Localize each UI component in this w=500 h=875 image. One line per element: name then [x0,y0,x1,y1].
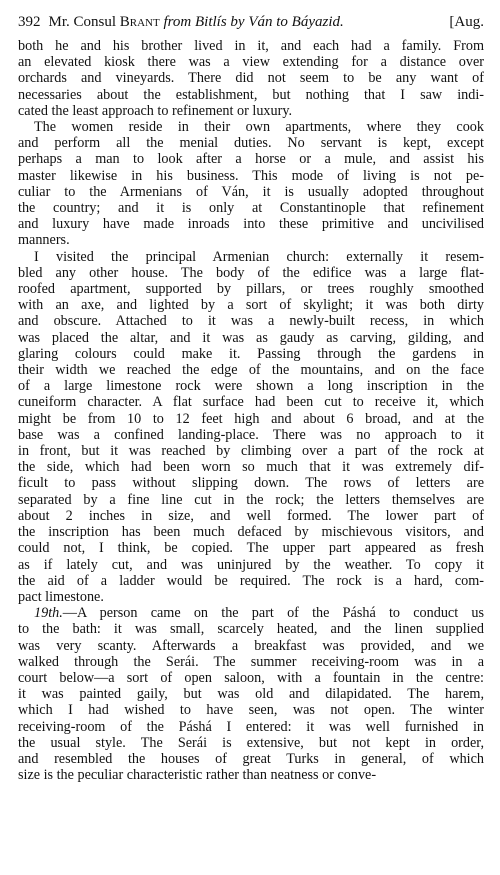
line-text: walked through the Serái. The summer receiving-room was in a [18,653,484,670]
line-text: and luxury have made inroads into these primitive and uncivilised [18,216,484,233]
line-text: base was a confined landing-place. There was no approach to it [18,426,484,443]
line-text: manners. [18,232,70,249]
text-line [18,249,484,265]
line-text: and resembled the houses of great Turks in general, of which [18,750,484,767]
line-text: cuneiform character. A flat surface had been cut to receive it, which [18,394,484,411]
line-text: size is the peculiar characteristic rather than neatness or conve- [18,767,377,784]
text-line [18,589,484,605]
text-line [18,540,484,556]
text-line [18,330,484,346]
text-line [18,184,484,200]
text-line [18,346,484,362]
line-text: the inscription has been much defaced by mischievous visitors, and [18,524,484,541]
line-text: I visited the principal Armenian church: externally it resem- [34,248,484,265]
text-line [18,119,484,135]
line-text: their width we reached the edge of the mountains, and on the face [18,362,484,379]
text-line [18,735,484,751]
line-text: pact limestone. [18,588,104,605]
text-line [18,573,484,589]
paragraph [18,249,484,605]
line-text: court below—a sort of open saloon, with a fountain in the centre: [18,669,484,686]
line-text: to the bath: it was small, scarcely heated, and the linen supplied [18,621,484,638]
line-text: receiving-room of the Páshá I entered: it was well furnished in [18,718,484,735]
line-text: perhaps a man to look after a horse or a mule, and assist his [18,151,484,168]
line-text: orchards and vineyards. There did not seem to be any want of [18,70,484,87]
text-line [18,751,484,767]
text-line [18,394,484,410]
line-text: the aid of a ladder would be required. The rock is a hard, com- [18,572,484,589]
text-line [18,265,484,281]
line-text: with an axe, and lighted by a sort of skylight; it was both dirty [18,297,484,314]
running-title [49,12,446,32]
text-line [18,605,484,621]
line-text: and obscure. Attached to it was a newly-built recess, in which [18,313,484,330]
line-text: master likewise in his business. This mode of living is not pe- [18,167,484,184]
text-line [18,38,484,54]
author-name: Brant [119,14,160,30]
text-line [18,638,484,654]
text-line [18,443,484,459]
text-line [18,378,484,394]
paragraph [18,605,484,783]
running-month: [Aug. [449,14,484,30]
text-line [18,524,484,540]
text-line [18,87,484,103]
line-text: culiar to the Armenians of Ván, it is usually adopted throughout [18,183,484,200]
text-line [18,654,484,670]
line-text: might be from 10 to 12 feet high and about 6 broad, and at the [18,410,484,427]
line-text: and perform all the menial duties. No servant is kept, except [18,135,484,152]
text-line [18,508,484,524]
line-text: the usual style. The Serái is extensive, but not kept in order, [18,734,484,751]
text-line [18,313,484,329]
text-line [18,459,484,475]
line-text: could not, I think, be copied. The upper part appeared as fresh [18,540,484,557]
text-line [18,103,484,119]
text-line [18,135,484,151]
paragraph [18,38,484,119]
line-text: of a large limestone rock were shown a long inscription in the [18,378,484,395]
line-text: necessaries about the establishment, but nothing that I saw indi- [18,86,484,103]
text-line [18,216,484,232]
page-number: 392 [18,14,41,30]
line-text: was placed the altar, and it was as gaudy as carving, gilding, and [18,329,484,346]
text-line [18,362,484,378]
running-header [18,12,484,32]
body-text [18,38,484,783]
line-text: the side, which had been worn so much that it was extremely dif- [18,459,484,476]
text-line [18,297,484,313]
line-text: was very scanty. Afterwards a breakfast was provided, and we [18,637,484,654]
chapter-title: from Bitlís by Ván to Báyazid. [163,14,344,30]
line-text: which I had wished to have seen, was not open. The winter [18,702,484,719]
line-text: bled any other house. The body of the edifice was a large flat- [18,264,484,281]
line-text: —A person came on the part of the Páshá to conduct us [62,605,484,622]
text-line [18,475,484,491]
line-text: about 2 inches in size, and well formed. The lower part of [18,507,484,524]
text-line [18,427,484,443]
text-line [18,411,484,427]
line-text: The women reside in their own apartments, where they cook [34,119,484,136]
text-line [18,54,484,70]
line-text: it was painted gaily, but was old and dilapidated. The harem, [18,686,484,703]
line-text: both he and his brother lived in it, and each had a family. From [18,38,484,54]
text-line [18,686,484,702]
text-line [18,702,484,718]
line-text: glaring colours could make it. Passing through the gardens in [18,345,484,362]
text-line [18,232,484,248]
paragraph [18,119,484,249]
text-line [18,151,484,167]
text-line [18,281,484,297]
text-line [18,168,484,184]
line-text: in front, but it was reached by climbing over a part of the rock at [18,443,484,460]
line-text: the country; and it is only at Constantinople that refinement [18,200,484,217]
author-prefix: Mr. Consul [48,14,117,30]
text-line [18,767,484,783]
text-line [18,670,484,686]
text-line [18,621,484,637]
line-text: as if lately cut, and was uninjured by the weather. To copy it [18,556,484,573]
line-text: separated by a fine line cut in the rock; the letters themselves are [18,491,484,508]
line-text: roofed apartment, supported by pillars, or trees roughly smoothed [18,281,484,298]
text-line [18,492,484,508]
date-marker: 19th. [34,605,63,622]
text-line [18,200,484,216]
text-line [18,719,484,735]
line-text: cated the least approach to refinement or luxury. [18,102,293,119]
line-text: an elevated kiosk there was a view extending for a distance over [18,54,484,71]
text-line [18,70,484,86]
text-line [18,557,484,573]
line-text: ficult to pass without slipping down. The rows of letters are [18,475,484,492]
